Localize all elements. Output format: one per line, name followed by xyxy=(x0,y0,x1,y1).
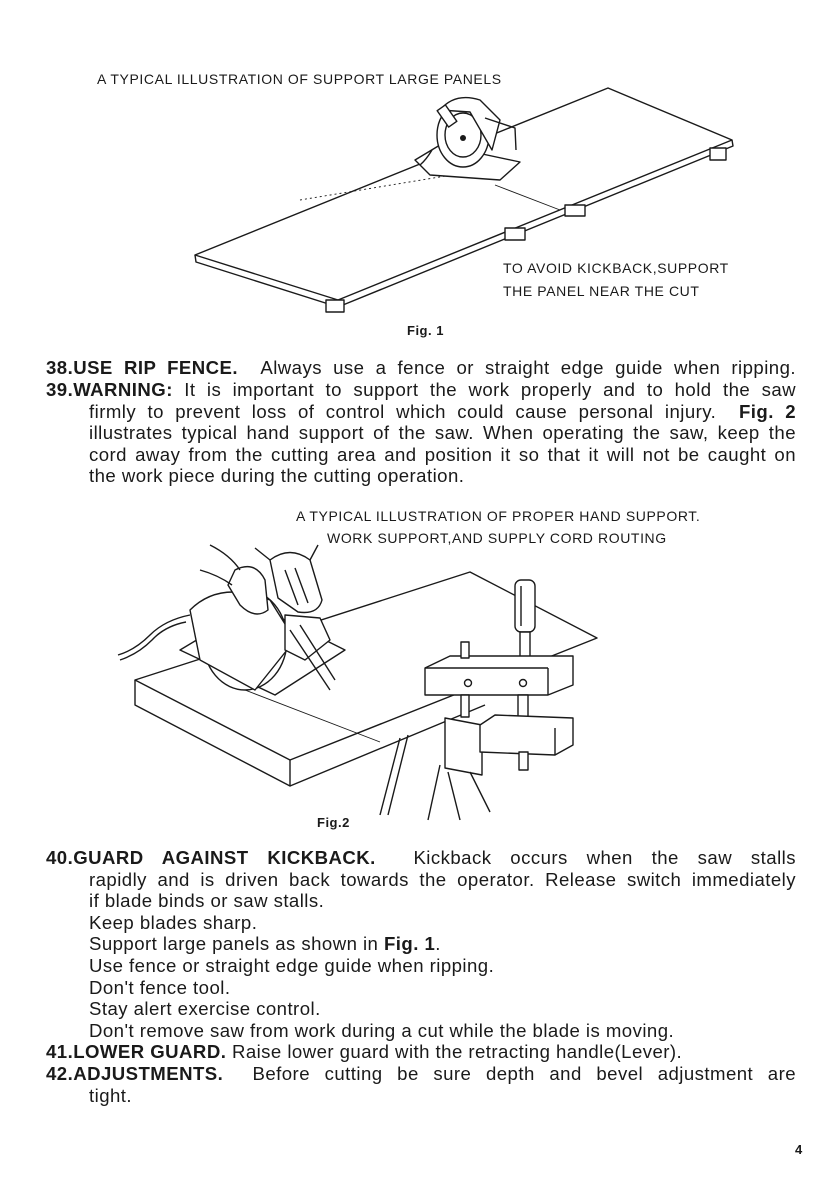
figure1-note-line1: TO AVOID KICKBACK,SUPPORT xyxy=(503,260,729,276)
item-41 xyxy=(46,1041,796,1063)
page-number: 4 xyxy=(795,1142,803,1157)
item-number: 41. xyxy=(46,1041,74,1062)
item-heading: LOWER GUARD. xyxy=(73,1041,227,1062)
figure-reference: Fig. 2 xyxy=(739,400,797,422)
item-heading: ADJUSTMENTS. xyxy=(73,1063,224,1084)
sawhorse-icon xyxy=(380,718,490,820)
item-text-line9: Don't remove saw from work during a cut while the blade is moving. xyxy=(89,1019,675,1041)
item-heading: GUARD AGAINST KICKBACK. xyxy=(73,847,376,868)
power-cord xyxy=(118,615,190,655)
item-text-line1: Before cutting be sure depth and bevel adjustment are xyxy=(252,1063,797,1084)
figure2-caption-line2: WORK SUPPORT,AND SUPPLY CORD ROUTING xyxy=(327,530,667,546)
item-text-line8: Stay alert exercise control. xyxy=(89,998,321,1020)
item-text-punct: . xyxy=(435,933,441,955)
figure1-note-line2: THE PANEL NEAR THE CUT xyxy=(503,283,700,299)
item-heading: WARNING: xyxy=(73,379,173,400)
item-text-line2: tight. xyxy=(89,1084,133,1106)
figure2-label: Fig.2 xyxy=(317,815,350,830)
item-text-line6: Use fence or straight edge guide when ripping. xyxy=(89,954,495,976)
item-text-line5: Support large panels as shown in xyxy=(89,933,379,955)
item-text: Always use a fence or straight edge guide when ripping. xyxy=(260,357,796,378)
item-text-line4: Keep blades sharp. xyxy=(89,911,258,933)
item-text-line7: Don't fence tool. xyxy=(89,976,231,998)
item-heading: USE RIP FENCE. xyxy=(73,357,239,378)
figure-reference: Fig. 1 xyxy=(383,933,436,955)
figure1-caption: A TYPICAL ILLUSTRATION OF SUPPORT LARGE PANELS xyxy=(97,71,502,87)
item-42 xyxy=(46,1063,796,1106)
item-text-line1: Kickback occurs when the saw stalls xyxy=(413,847,796,868)
item-text-line5: the work piece during the cutting operation. xyxy=(89,465,465,487)
item-number: 39. xyxy=(46,379,74,400)
item-text: Raise lower guard with the retracting handle(Lever). xyxy=(231,1041,683,1062)
item-text-line3: illustrates typical hand support of the saw. When operating the saw, keep the xyxy=(89,422,796,444)
item-text-line4: cord away from the cutting area and position it so that it will not be caught on xyxy=(89,443,796,465)
item-text-line1: It is important to support the work properly and to hold the saw xyxy=(184,379,796,400)
figure2-caption-line1: A TYPICAL ILLUSTRATION OF PROPER HAND SUPPORT. xyxy=(296,508,701,524)
item-number: 38. xyxy=(46,357,74,378)
item-number: 40. xyxy=(46,847,74,868)
item-text-line3: if blade binds or saw stalls. xyxy=(89,890,325,912)
item-text-line2: firmly to prevent loss of control which could cause personal injury. xyxy=(89,400,717,422)
item-40 xyxy=(46,847,796,1041)
figure1-label: Fig. 1 xyxy=(407,323,444,338)
item-number: 42. xyxy=(46,1063,74,1084)
item-text-line2: rapidly and is driven back towards the operator. Release switch immediately xyxy=(89,868,796,890)
